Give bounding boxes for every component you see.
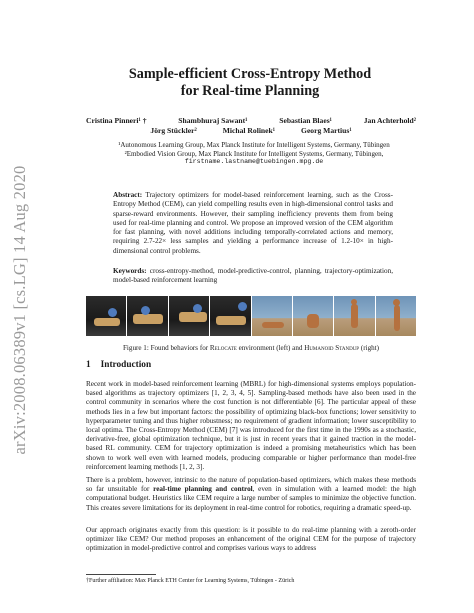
humanoid-frame-2: [293, 296, 333, 336]
paragraph-1: Recent work in model-based reinforcement learning (MBRL) for high-dimensional systems employs population-based algorithms as trajectory optimizers [1, 2, 3, 4, 5]. Sampling-based methods have also been used in the control community in scenarios where the cost function is not differentiable [6]. The particular appeal of these methods lies in a few but important factors: the possibility of optimizing black-box functions; lower sensitivity to hyperparameter tuning and thus higher robustness; no requirement of gradient information; lower susceptibility to local optima. The Cross-Entropy Method (CEM) [7] was introduced for the first time in the 1990s as a stochastic, derivative-free, global optimization technique, but it is just in recent years that it gained traction in the model-based RL community. CEM for trajectory optimization is indeed a promising metaheuristics which has been shown to work well even with learned models, producing comparable or higher performance than model-free reinforcement learning methods [1, 2, 3].: [86, 380, 416, 471]
title-line-1: Sample-efficient Cross-Entropy Method: [128, 66, 372, 82]
caption-prefix: Figure 1: Found behaviors for: [122, 344, 210, 352]
section-heading-introduction: [86, 360, 151, 370]
humanoid-frame-4: [376, 296, 416, 336]
section-number: 1: [86, 360, 91, 370]
author-list: [86, 116, 416, 136]
relocate-frame-4: [210, 296, 250, 336]
arxiv-identifier: arXiv:2008.06389v1 [cs.LG] 14 Aug 2020: [10, 165, 29, 455]
author-name: Michal Rolinek¹: [222, 126, 276, 135]
author-name: Jörg Stückler²: [150, 126, 197, 135]
caption-env-humanoid: Humanoid Standup: [304, 344, 360, 352]
footnote-rule: [86, 574, 156, 575]
abstract-text: Trajectory optimizers for model-based reinforcement learning, such as the Cross-Entropy Method (CEM), can yield compelling results even in high-dimensional control tasks and sparse-reward environments. However, their sampling inefficiency prevents them from being used for real-time planning and control. We propose an improved version of the CEM algorithm for fast planning, with novel additions including temporally-correlated actions and memory, requiring 2.7-22× less samples and yielding a performance increase of 1.2-10× in high-dimensional control problems.: [113, 191, 393, 255]
author-name: Georg Martius¹: [301, 126, 352, 135]
author-name: Sebastian Blaes¹: [279, 116, 332, 125]
keywords-label: Keywords:: [113, 267, 147, 275]
affiliation-2: ²Embodied Vision Group, Max Planck Institute for Intelligent Systems, Germany, Tübingen,: [124, 149, 384, 158]
paragraph-2: [86, 476, 416, 513]
affiliations: [94, 141, 414, 167]
figure-1-images: [86, 296, 416, 336]
paragraph-2-part-b: , even in simulation with a learned model: the high computational budget. Heuristics like CEM require a large number of samples to minimize the objective function. This creates severe limitations for its deployment in real-time control for robotics, requiring a dramatic speed-up.: [86, 485, 417, 512]
abstract-label: Abstract:: [113, 191, 143, 199]
paragraph-2-part-a: There is a problem, however, intrinsic to the nature of population-based optimizers, which makes these methods so far unsuitable for: [86, 476, 416, 494]
caption-env-relocate: Relocate: [209, 344, 237, 352]
keywords: [113, 267, 393, 286]
relocate-frame-3: [169, 296, 209, 336]
author-name: Cristina Pinneri¹ †: [86, 116, 147, 125]
author-row-2: [86, 126, 416, 136]
humanoid-frame-1: [252, 296, 292, 336]
paragraph-2-bold: real-time planning and control: [153, 485, 253, 494]
caption-suffix: (right): [359, 344, 379, 352]
email: firstname.lastname@tuebingen.mpg.de: [184, 158, 324, 166]
section-title: Introduction: [100, 360, 152, 370]
paper-title: [60, 66, 440, 100]
author-row-1: [86, 116, 416, 126]
affiliation-1: ¹Autonomous Learning Group, Max Planck Institute for Intelligent Systems, Germany, Tübingen: [118, 141, 390, 149]
paragraph-3: Our approach originates exactly from this question: is it possible to do real-time planning with a zeroth-order optimizer like CEM? Our method proposes an enhancement of the original CEM for the purpose of trajectory optimization in model-predictive control and comprises various ways to address: [86, 526, 416, 553]
abstract: [113, 191, 393, 256]
keywords-text: cross-entropy-method, model-predictive-control, planning, trajectory-optimization, model-based reinforcement learning: [113, 267, 393, 285]
relocate-frame-2: [127, 296, 167, 336]
caption-mid: environment (left) and: [236, 344, 305, 352]
relocate-frame-1: [86, 296, 126, 336]
footnote: †Further affiliation: Max Planck ETH Center for Learning Systems, Tübingen - Zürich: [86, 578, 295, 584]
figure-1-caption: [86, 344, 416, 353]
author-name: Jan Achterhold²: [363, 116, 416, 125]
humanoid-frame-3: [334, 296, 374, 336]
title-line-2: for Real-time Planning: [180, 83, 320, 99]
author-name: Shambhuraj Sawant¹: [178, 116, 248, 125]
